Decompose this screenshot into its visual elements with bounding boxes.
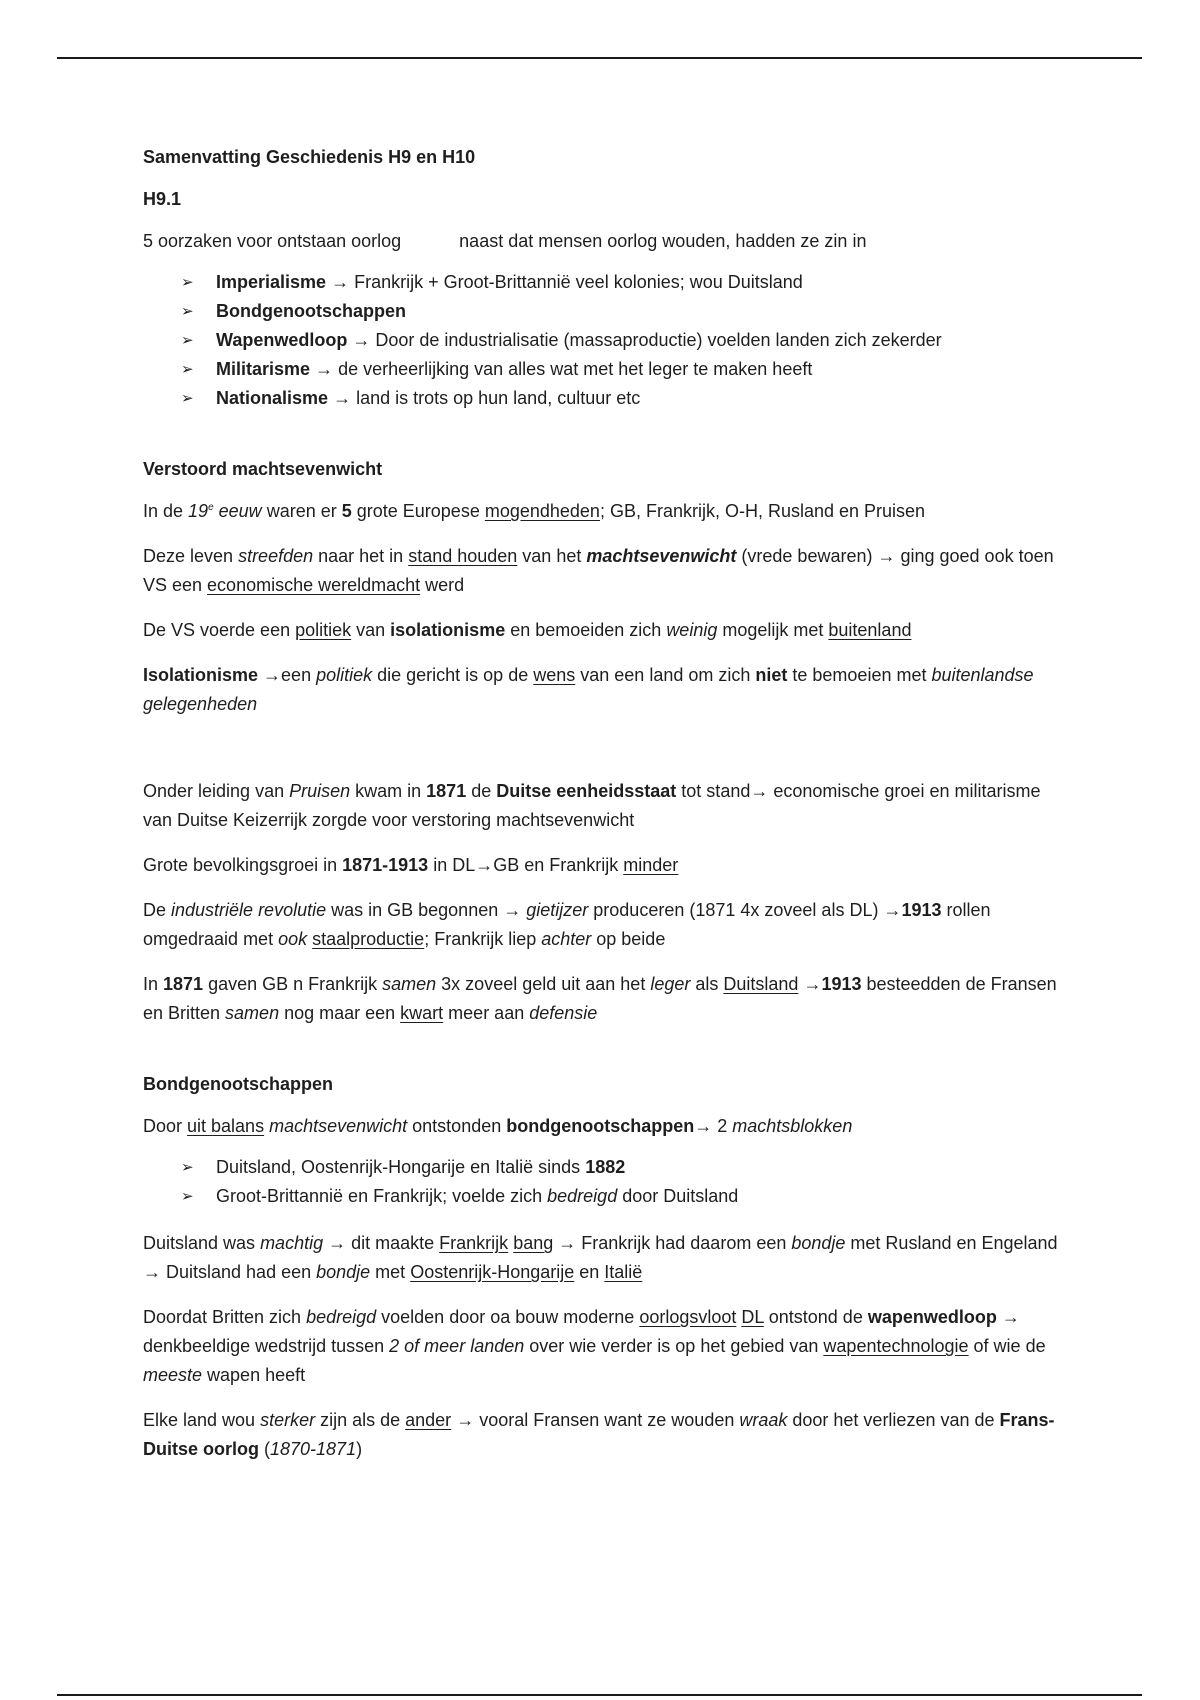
arrow-icon: → bbox=[503, 900, 522, 920]
paragraph: In 1871 gaven GB n Frankrijk samen 3x zoveel geld uit aan het leger als Duitsland →1913 besteedden de Fransen en Britten samen nog maar een kwart meer aan defensie bbox=[143, 974, 1057, 1023]
list-item bbox=[143, 268, 1073, 297]
arrowhead-bullet-icon: ➢ bbox=[181, 332, 194, 349]
arrow-icon: → bbox=[143, 1262, 161, 1282]
arrowhead-bullet-icon: ➢ bbox=[181, 274, 194, 291]
arrow-icon: → bbox=[1001, 1307, 1020, 1327]
arrowhead-bullet-icon: ➢ bbox=[181, 1159, 194, 1176]
paragraph: De industriële revolutie was in GB begonnen → gietijzer produceren (1871 4x zoveel als DL) →1913 rollen omgedraaid met ook staalproductie; Frankrijk liep achter op beide bbox=[143, 900, 991, 949]
document-page bbox=[143, 143, 1073, 1480]
arrow-icon: → bbox=[333, 388, 352, 408]
list-item: ➢ Duitsland, Oostenrijk-Hongarije en Italië sinds 1882 bbox=[143, 1153, 1073, 1182]
list-item-desc: de verheerlijking van alles wat met het leger te maken heeft bbox=[338, 359, 813, 379]
document-title: Samenvatting Geschiedenis H9 en H10 bbox=[143, 147, 476, 167]
list-item-desc: Frankrijk + Groot-Brittannië veel kolonies; wou Duitsland bbox=[354, 272, 803, 292]
list-item bbox=[143, 355, 1073, 384]
header-rule bbox=[57, 57, 1142, 59]
list-item: ➢ Groot-Brittannië en Frankrijk; voelde zich bedreigd door Duitsland bbox=[143, 1182, 1073, 1211]
list-item bbox=[143, 384, 1073, 413]
paragraph: Isolationisme →een politiek die gericht is op de wens van een land om zich niet te bemoeien met buitenlandse gelegenheden bbox=[143, 665, 1034, 714]
arrow-icon: → bbox=[558, 1233, 577, 1253]
causes-intro bbox=[143, 227, 1073, 256]
arrow-icon: → bbox=[263, 665, 282, 685]
section-heading-bondgenootschappen: Bondgenootschappen bbox=[143, 1074, 333, 1094]
paragraph: Doordat Britten zich bedreigd voelden door oa bouw moderne oorlogsvloot DL ontstond de wapenwedloop → denkbeeldige wedstrijd tussen 2 of meer landen over wie verder is op het gebied van wapentechnologie of wie de meeste wapen heeft bbox=[143, 1307, 1046, 1385]
arrowhead-bullet-icon: ➢ bbox=[181, 303, 194, 320]
arrow-icon: → bbox=[352, 330, 371, 350]
paragraph: De VS voerde een politiek van isolationisme en bemoeiden zich weinig mogelijk met buitenland bbox=[143, 620, 912, 640]
causes-list bbox=[143, 268, 1073, 413]
arrow-icon: → bbox=[883, 900, 902, 920]
arrow-icon: → bbox=[331, 272, 350, 292]
list-item-term: Militarisme bbox=[216, 359, 311, 379]
list-item-desc: land is trots op hun land, cultuur etc bbox=[356, 388, 641, 408]
paragraph: Elke land wou sterker zijn als de ander → vooral Fransen want ze wouden wraak door het verliezen van de Frans-Duitse oorlog (1870-1871) bbox=[143, 1410, 1055, 1459]
paragraph: Deze leven streefden naar het in stand houden van het machtsevenwicht (vrede bewaren) → ging goed ook toen VS een economische wereldmacht werd bbox=[143, 546, 1054, 595]
paragraph: Grote bevolkingsgroei in 1871-1913 in DL→GB en Frankrijk minder bbox=[143, 855, 679, 875]
arrow-icon: → bbox=[315, 359, 334, 379]
arrow-icon: → bbox=[475, 855, 494, 875]
paragraph: Onder leiding van Pruisen kwam in 1871 de Duitse eenheidsstaat tot stand→ economische groei en militarisme van Duitse Keizerrijk zorgde voor verstoring machtsevenwicht bbox=[143, 781, 1041, 830]
section-heading-h9-1: H9.1 bbox=[143, 189, 182, 209]
section-heading-machtsevenwicht: Verstoord machtsevenwicht bbox=[143, 459, 383, 479]
arrowhead-bullet-icon: ➢ bbox=[181, 1188, 194, 1205]
arrow-icon: → bbox=[750, 781, 769, 801]
list-item-term: Wapenwedloop bbox=[216, 330, 348, 350]
arrow-icon: → bbox=[803, 974, 822, 994]
footer-rule bbox=[57, 1694, 1142, 1696]
list-item-term: Imperialisme bbox=[216, 272, 327, 292]
paragraph: Duitsland was machtig → dit maakte Frankrijk bang → Frankrijk had daarom een bondje met Rusland en Engeland → Duitsland had een bondje met Oostenrijk-Hongarije en Italië bbox=[143, 1233, 1058, 1282]
arrowhead-bullet-icon: ➢ bbox=[181, 361, 194, 378]
arrow-icon: → bbox=[328, 1233, 347, 1253]
alliances-list bbox=[143, 1153, 1073, 1211]
list-item-term: Bondgenootschappen bbox=[216, 301, 406, 321]
intro-text-b: naast dat mensen oorlog wouden, hadden ze zin in bbox=[459, 231, 867, 251]
paragraph: In de 19e eeuw waren er 5 grote Europese mogendheden; GB, Frankrijk, O-H, Rusland en Pruisen bbox=[143, 501, 926, 521]
list-item-term: Nationalisme bbox=[216, 388, 329, 408]
list-item-desc: Door de industrialisatie (massaproductie) voelden landen zich zekerder bbox=[375, 330, 942, 350]
list-item bbox=[143, 297, 1073, 326]
arrow-icon: → bbox=[694, 1116, 713, 1136]
paragraph: Door uit balans machtsevenwicht ontstonden bondgenootschappen→ 2 machtsblokken bbox=[143, 1116, 853, 1136]
arrowhead-bullet-icon: ➢ bbox=[181, 390, 194, 407]
intro-text-a: 5 oorzaken voor ontstaan oorlog bbox=[143, 231, 402, 251]
arrow-icon: → bbox=[877, 546, 896, 566]
arrow-icon: → bbox=[456, 1410, 475, 1430]
list-item bbox=[143, 326, 1073, 355]
